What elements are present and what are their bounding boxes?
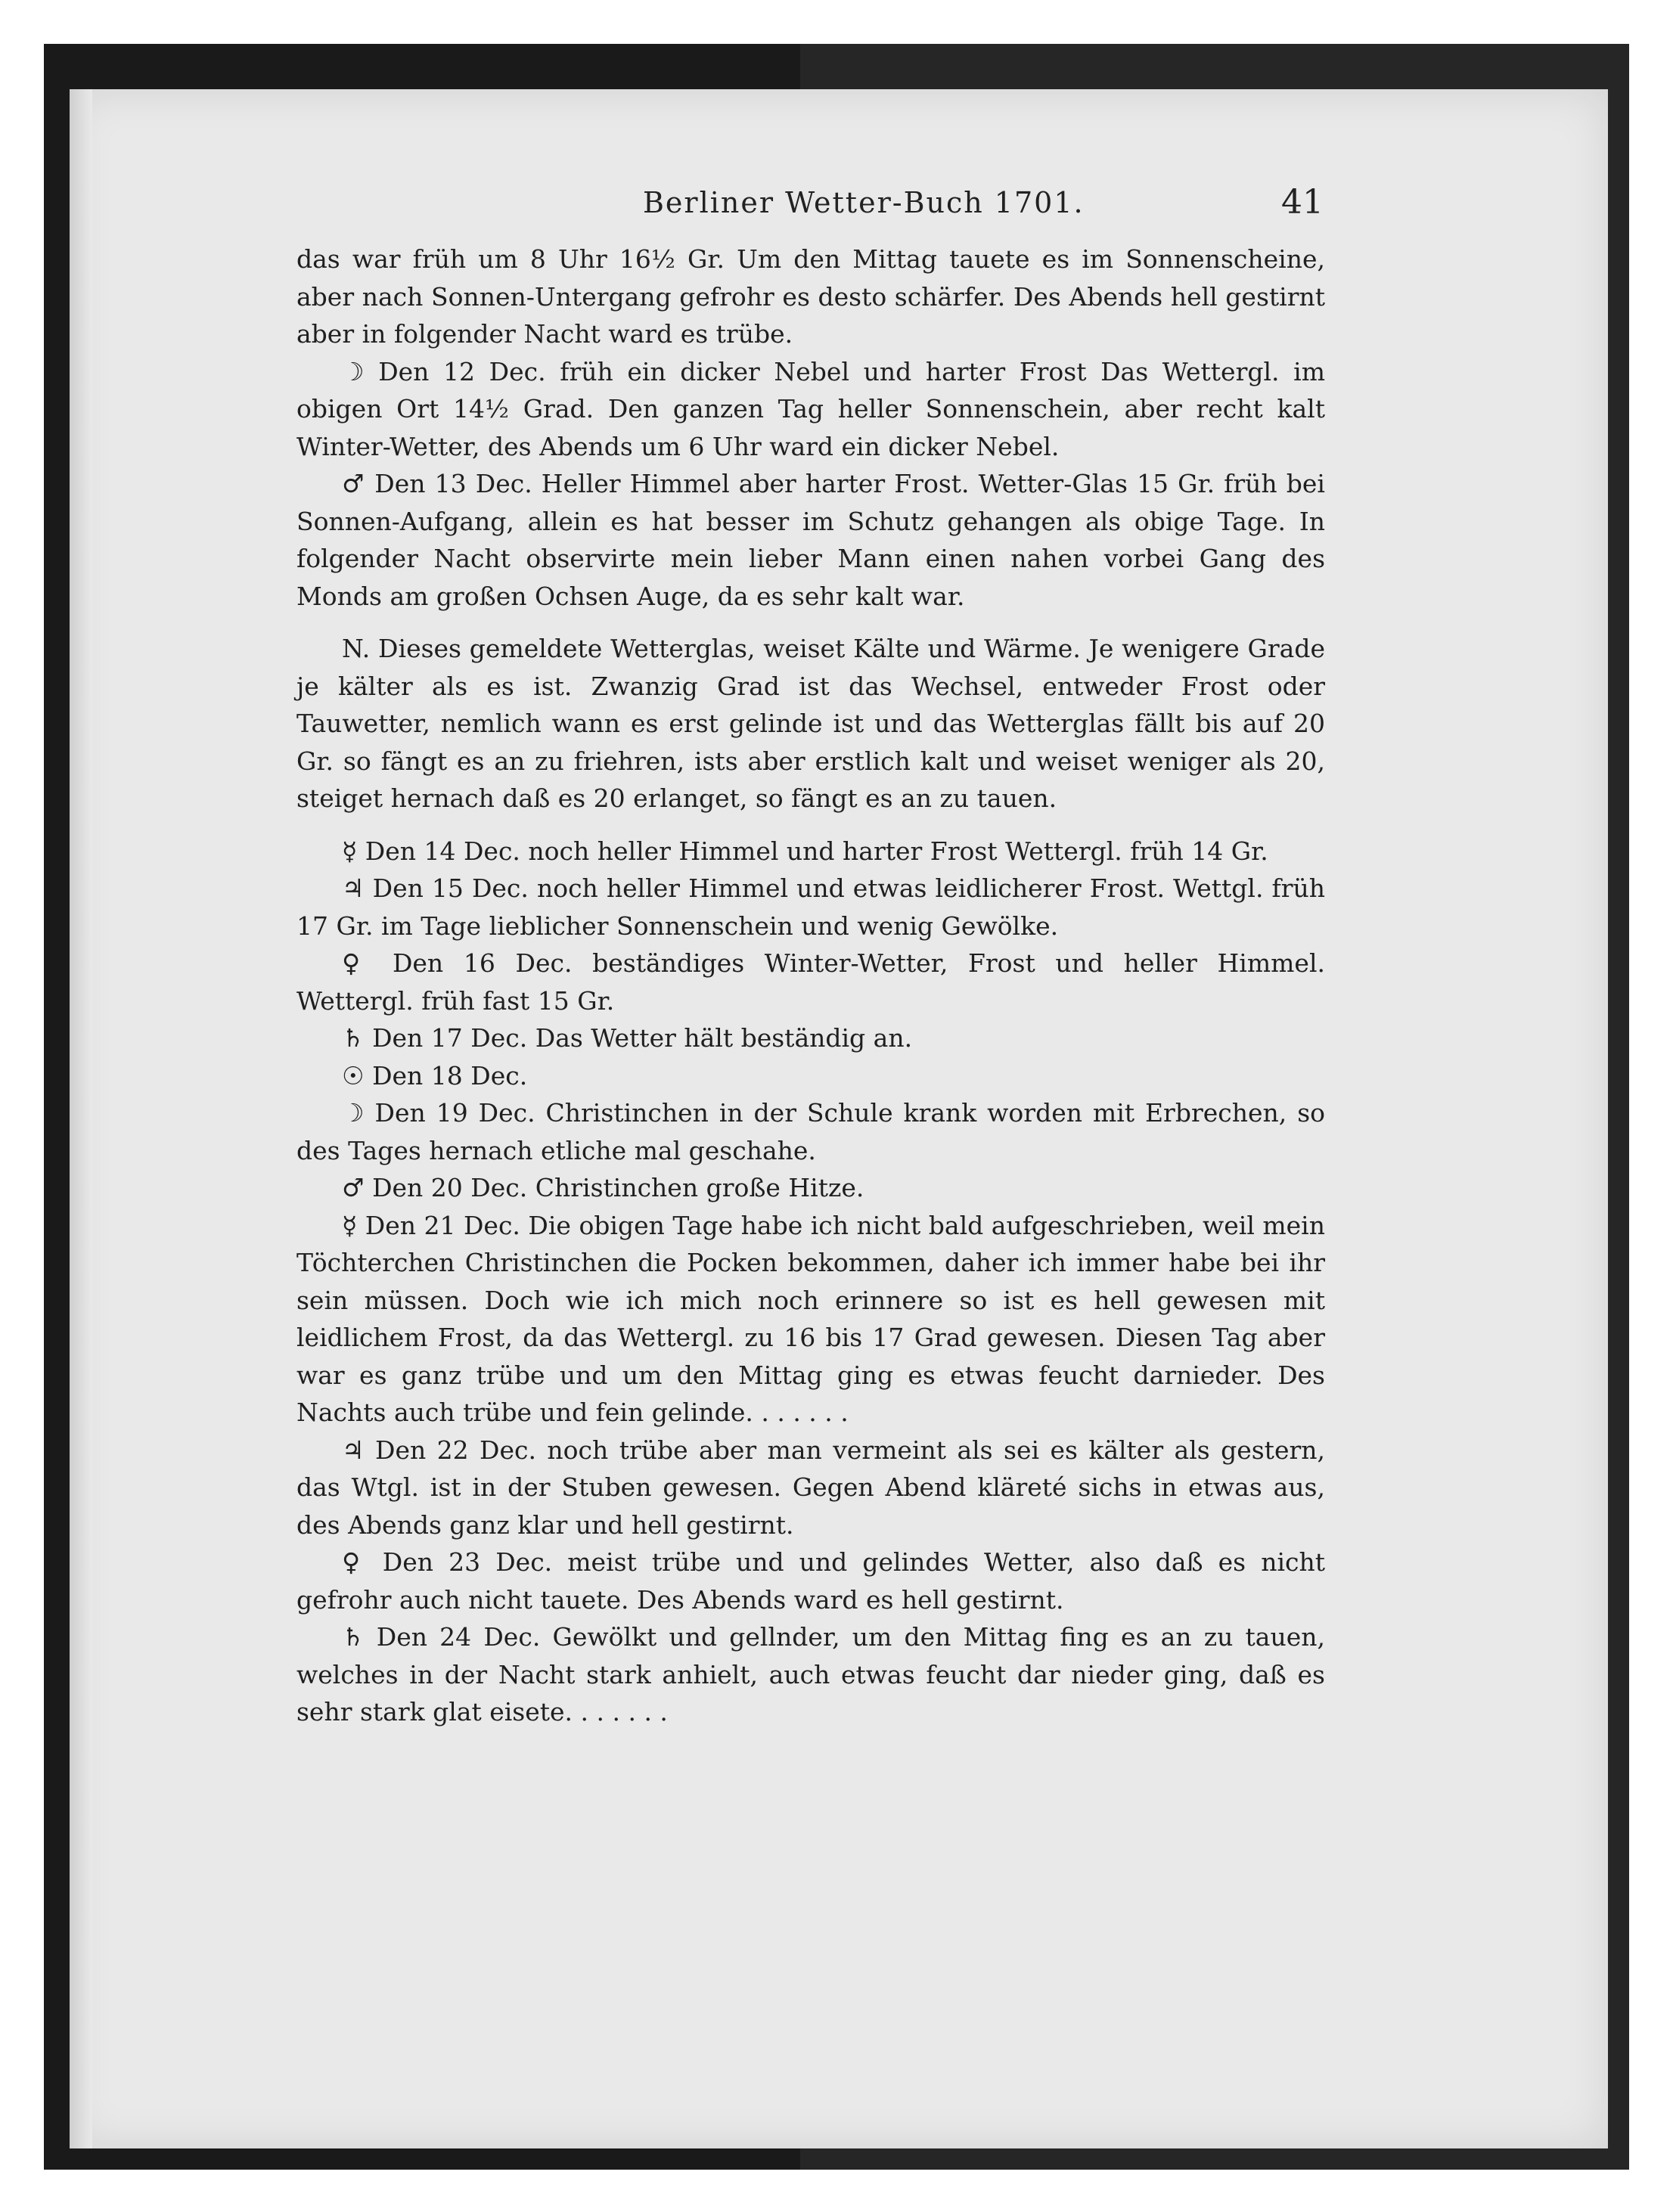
entry-dec-21: ☿ Den 21 Dec. Die obigen Tage habe ich nicht bald aufgeschrieben, weil mein Töchterchen Christinchen die Pocken bekommen, daher ich immer habe bei ihr sein müssen. Doch wie ich mich noch erinnere so ist es hell gewesen mit leidlichem Frost, da das Wettergl. zu 16 bis 17 Grad gewesen. Diesen Tag aber war es ganz trübe und um den Mittag ging es etwas feucht darnieder. Des Nachts auch trübe und fein gelinde. . . . . . . (296, 1210, 1325, 1427)
entry-dec-24: ♄ Den 24 Dec. Gewölkt und gellnder, um den Mittag fing es an zu tauen, welches in der Nacht stark anhielt, auch etwas feucht dar nieder ging, daß es sehr stark glat eisete. . . . . . . (296, 1622, 1325, 1726)
entry-dec-16: ♀ Den 16 Dec. beständiges Winter-Wetter, Frost und heller Himmel. Wettergl. früh fast 15 Gr. (296, 948, 1325, 1016)
page-number: 41 (1281, 183, 1324, 222)
entry-dec-12: ☽ Den 12 Dec. früh ein dicker Nebel und harter Frost Das Wettergl. im obigen Ort 14½ Grad. Den ganzen Tag heller Sonnenschein, aber recht kalt Winter-Wetter, des Abends um 6 Uhr ward ein dicker Nebel. (296, 356, 1325, 461)
page-header (295, 183, 1324, 228)
entry-dec-15: ♃ Den 15 Dec. noch heller Himmel und etwas leidlicherer Frost. Wettgl. früh 17 Gr. im Tage lieblicher Sonnenschein und wenig Gewölke. (296, 873, 1325, 941)
body-text (296, 240, 1325, 1731)
entry-dec-22: ♃ Den 22 Dec. noch trübe aber man vermeint als sei es kälter als gestern, das Wtgl. ist in der Stuben gewesen. Gegen Abend kläreté sichs in etwas aus, des Abends ganz klar und hell gestirnt. (296, 1435, 1325, 1540)
entry-dec-18: ☉ Den 18 Dec. (342, 1060, 528, 1090)
entry-dec-23: ♀ Den 23 Dec. meist trübe und und gelindes Wetter, also daß es nicht gefrohr auch nicht tauete. Des Abends ward es hell gestirnt. (296, 1547, 1325, 1615)
page-gutter (70, 89, 92, 2148)
note-paragraph: N. Dieses gemeldete Wetterglas, weiset Kälte und Wärme. Je wenigere Grade je kälter als es ist. Zwanzig Grad ist das Wechsel, entweder Frost oder Tauwetter, nemlich wann es erst gelinde ist und das Wetterglas fällt bis auf 20 Gr. so fängt es an zu friehren, ists aber erstlich kalt und weiset weniger als 20, steiget hernach daß es 20 erlanget, so fängt es an zu tauen. (296, 634, 1325, 813)
entry-dec-20: ♂ Den 20 Dec. Christinchen große Hitze. (342, 1173, 864, 1202)
entry-dec-14: ☿ Den 14 Dec. noch heller Himmel und harter Frost Wettergl. früh 14 Gr. (342, 836, 1268, 866)
entry-dec-13: ♂ Den 13 Dec. Heller Himmel aber harter Frost. Wetter-Glas 15 Gr. früh bei Sonnen-Aufgang, allein es hat besser im Schutz gehangen als obige Tage. In folgender Nacht observirte mein lieber Mann einen nahen vorbei Gang des Monds am großen Ochsen Auge, da es sehr kalt war. (296, 469, 1325, 611)
entry-dec-17: ♄ Den 17 Dec. Das Wetter hält beständig an. (342, 1023, 913, 1053)
running-title: Berliner Wetter-Buch 1701. (643, 186, 1085, 219)
paragraph-continuation: das war früh um 8 Uhr 16½ Gr. Um den Mittag tauete es im Sonnenscheine, aber nach Sonnen-Untergang gefrohr es desto schärfer. Des Abends hell gestirnt aber in folgender Nacht ward es trübe. (296, 244, 1325, 349)
entry-dec-19: ☽ Den 19 Dec. Christinchen in der Schule krank worden mit Erbrechen, so des Tages hernach etliche mal geschahe. (296, 1098, 1325, 1165)
